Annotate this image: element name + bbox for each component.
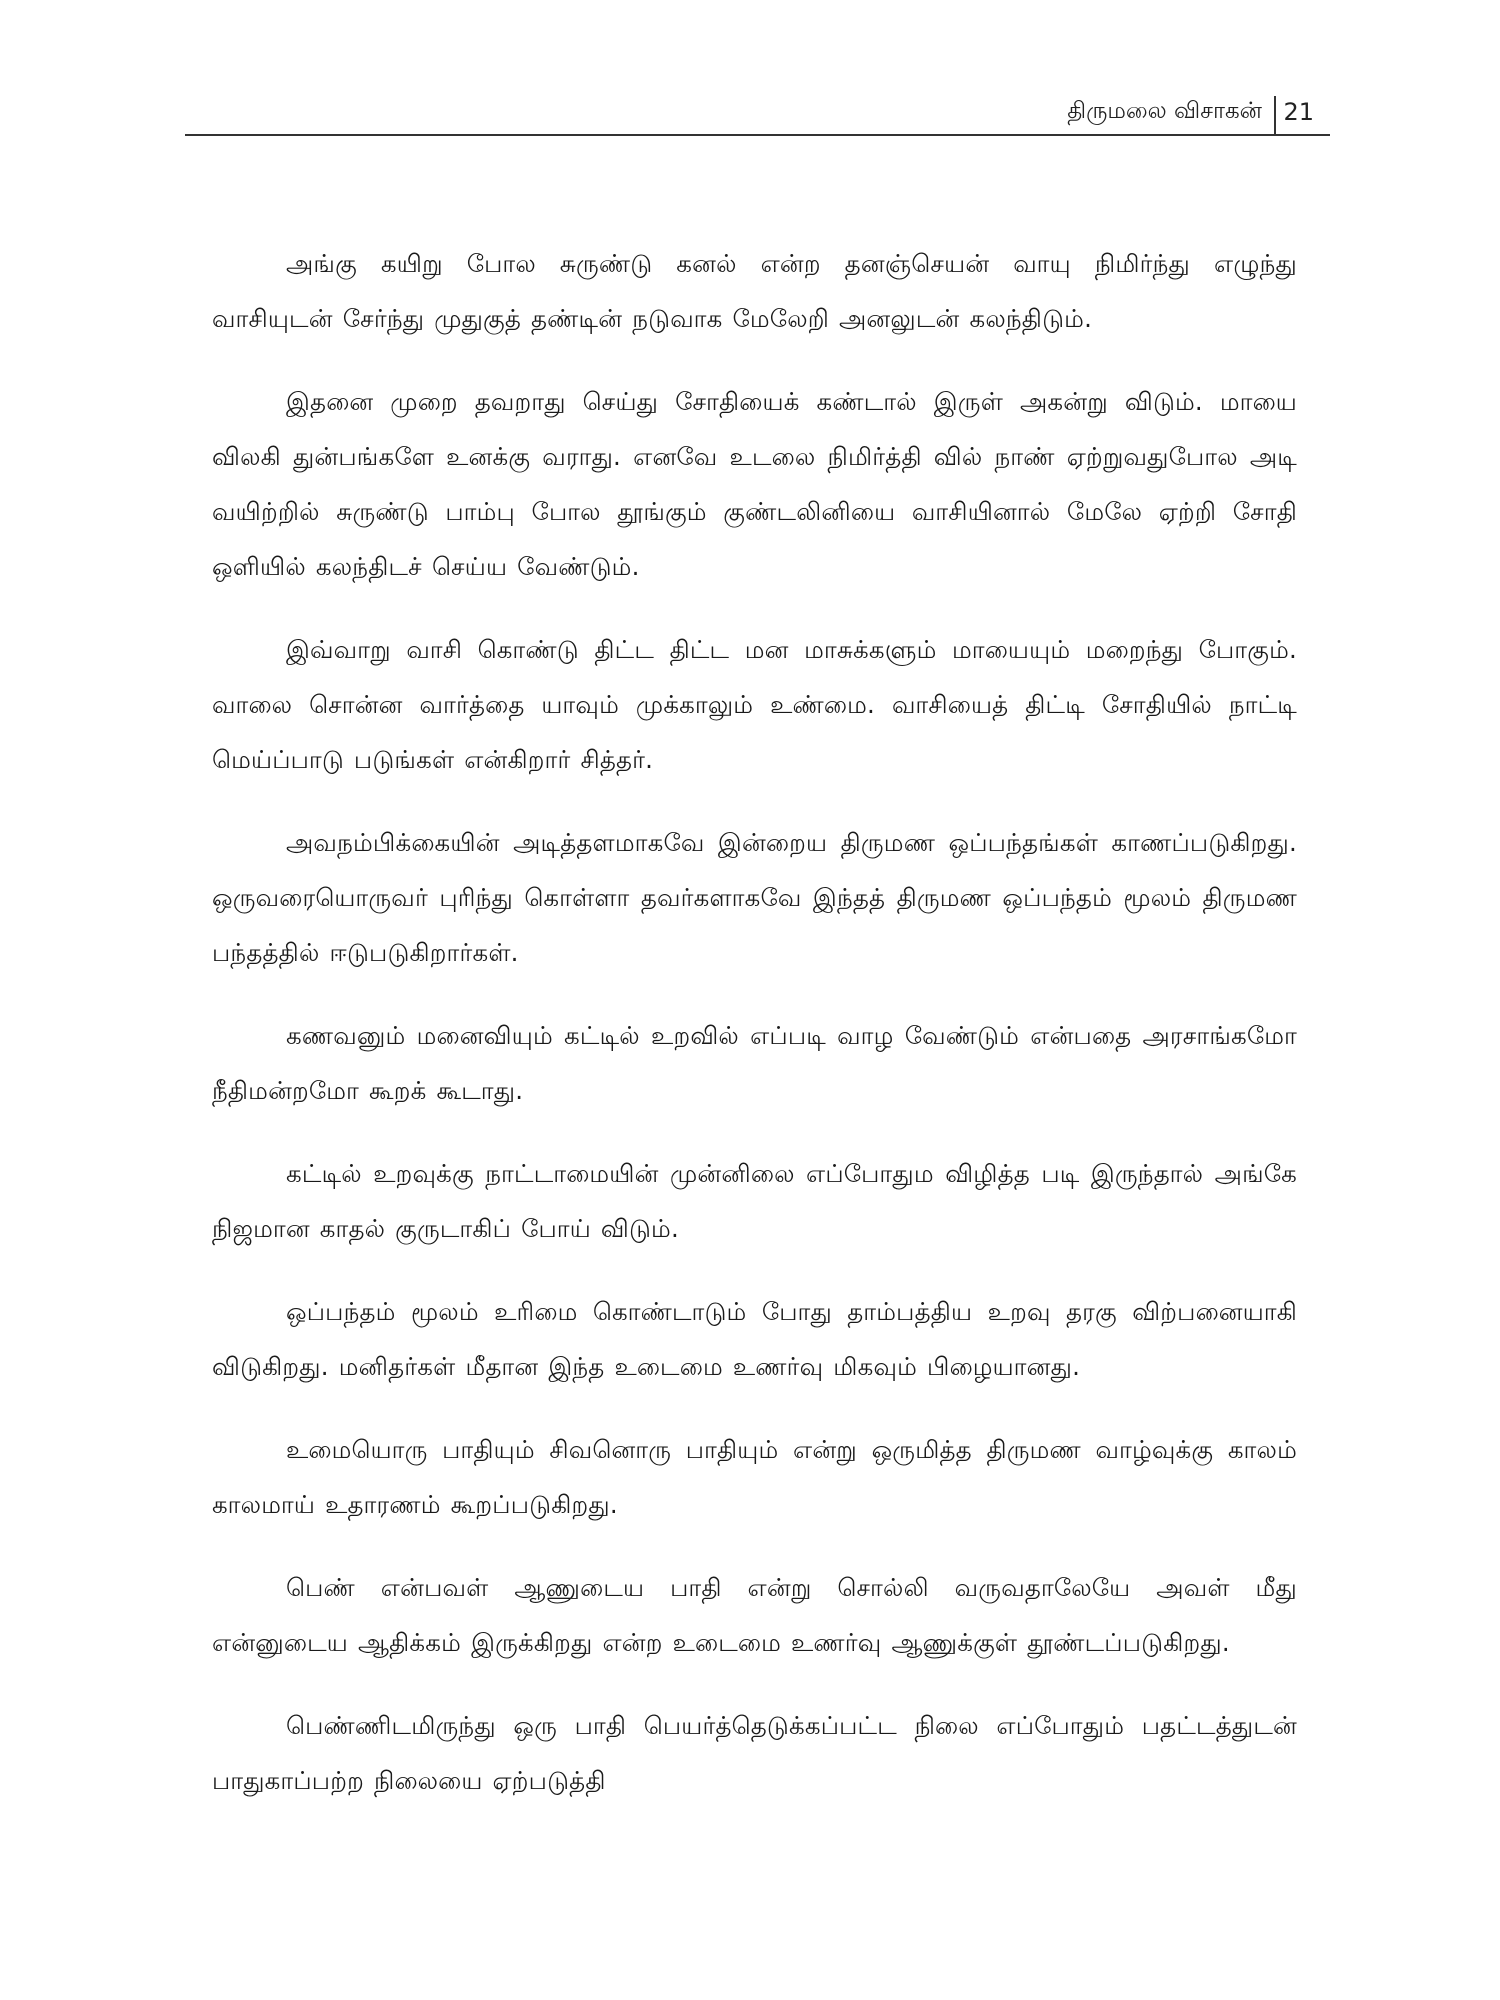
paragraph: ஒப்பந்தம் மூலம் உரிமை கொண்டாடும் போது தாம்பத்திய உறவு தரகு விற்பனையாகி விடுகிறது. மனிதர்கள் மீதான இந்த உடைமை உணர்வு மிகவும் பிழையானது. — [212, 1297, 1297, 1381]
paragraph: இவ்வாறு வாசி கொண்டு திட்ட திட்ட மன மாசுக்களும் மாயையும் மறைந்து போகும். வாலை சொன்ன வார்த்தை யாவும் முக்காலும் உண்மை. வாசியைத் திட்டி சோதியில் நாட்டி மெய்ப்பாடு படுங்கள் என்கிறார் சித்தர். — [212, 635, 1297, 774]
paragraph: கட்டில் உறவுக்கு நாட்டாமையின் முன்னிலை எப்போதும விழித்த படி இருந்தால் அங்கே நிஜமான காதல் குருடாகிப் போய் விடும். — [212, 1159, 1297, 1243]
page-number: 21 — [1283, 98, 1314, 126]
paragraph: பெண் என்பவள் ஆணுடைய பாதி என்று சொல்லி வருவதாலேயே அவள் மீது என்னுடைய ஆதிக்கம் இருக்கிறது என்ற உடைமை உணர்வு ஆணுக்குள் தூண்டப்படுகிறது. — [212, 1573, 1297, 1657]
paragraph: கணவனும் மனைவியும் கட்டில் உறவில் எப்படி வாழ வேண்டும் என்பதை அரசாங்கமோ நீதிமன்றமோ கூறக் கூடாது. — [212, 1021, 1297, 1105]
header-author-title: திருமலை விசாகன் — [1067, 98, 1262, 124]
body-text — [212, 236, 1297, 1836]
running-header — [185, 96, 1330, 136]
paragraph: உமையொரு பாதியும் சிவனொரு பாதியும் என்று ஒருமித்த திருமண வாழ்வுக்கு காலம் காலமாய் உதாரணம் கூறப்படுகிறது. — [212, 1435, 1297, 1519]
paragraph: அங்கு கயிறு போல சுருண்டு கனல் என்ற தனஞ்செயன் வாயு நிமிர்ந்து எழுந்து வாசியுடன் சேர்ந்து முதுகுத் தண்டின் நடுவாக மேலேறி அனலுடன் கலந்திடும். — [212, 249, 1297, 333]
paragraph: இதனை முறை தவறாது செய்து சோதியைக் கண்டால் இருள் அகன்று விடும். மாயை விலகி துன்பங்களே உனக்கு வராது. எனவே உடலை நிமிர்த்தி வில் நாண் ஏற்றுவதுபோல அடி வயிற்றில் சுருண்டு பாம்பு போல தூங்கும் குண்டலினியை வாசியினால் மேலே ஏற்றி சோதி ஒளியில் கலந்திடச் செய்ய வேண்டும். — [212, 387, 1297, 581]
paragraph: அவநம்பிக்கையின் அடித்தளமாகவே இன்றைய திருமண ஒப்பந்தங்கள் காணப்படுகிறது. ஒருவரையொருவர் புரிந்து கொள்ளா தவர்களாகவே இந்தத் திருமண ஒப்பந்தம் மூலம் திருமண பந்தத்தில் ஈடுபடுகிறார்கள். — [212, 828, 1297, 967]
paragraph: பெண்ணிடமிருந்து ஒரு பாதி பெயர்த்தெடுக்கப்பட்ட நிலை எப்போதும் பதட்டத்துடன் பாதுகாப்பற்ற நிலையை ஏற்படுத்தி — [212, 1711, 1297, 1795]
header-divider — [1274, 96, 1276, 134]
